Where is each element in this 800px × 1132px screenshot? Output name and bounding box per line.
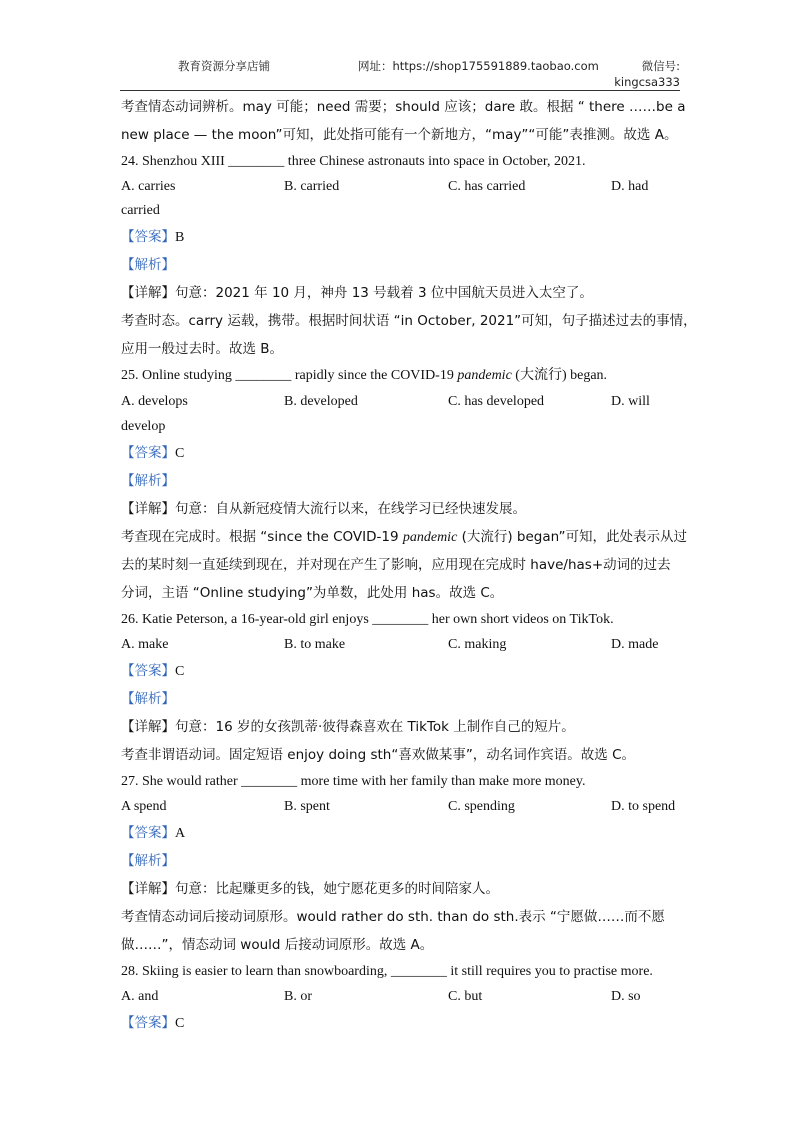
shop-name: 教育资源分享店铺	[178, 59, 270, 73]
detail-25-2-pre: 考查现在完成时。根据 “since the COVID-19	[121, 529, 403, 545]
answer-value: C	[175, 664, 185, 679]
analysis-label-25: 【解析】	[121, 473, 175, 489]
answer-label: 【答案】	[121, 1015, 175, 1031]
answer-value: C	[175, 446, 185, 461]
detail-25-4: 分词，主语 “Online studying”为单数，此处用 has。故选 C。	[121, 585, 504, 601]
detail-25-2	[121, 523, 691, 551]
options-28	[121, 985, 691, 1009]
option-b: B. carried	[284, 179, 340, 194]
question-28: 28. Skiing is easier to learn than snowboarding, ________ it still requires you to practise more.	[121, 964, 653, 979]
detail-24-1: 【详解】句意：2021 年 10 月，神舟 13 号载着 3 位中国航天员进入太空了。	[121, 285, 593, 301]
detail-25-3: 去的某时刻一直延续到现在，并对现在产生了影响，应用现在完成时 have/has+动词的过去	[121, 557, 671, 573]
detail-24-2: 考查时态。carry 运载，携带。根据时间状语 “in October, 2021”可知，句子描述过去的事情，	[121, 313, 697, 329]
option-b: B. or	[284, 989, 312, 1004]
option-d: D. will	[611, 394, 650, 409]
page-header	[120, 56, 680, 90]
options-26	[121, 633, 691, 657]
detail-27-3: 做……”，情态动词 would 后接动词原形。故选 A。	[121, 937, 434, 953]
detail-27-2: 考查情态动词后接动词原形。would rather do sth. than do sth.表示 “宁愿做……而不愿	[121, 909, 665, 925]
analysis-label-27: 【解析】	[121, 853, 175, 869]
option-d: D. to spend	[611, 799, 676, 814]
answer-28	[121, 1009, 691, 1037]
detail-27-1: 【详解】句意：比起赚更多的钱，她宁愿花更多的时间陪家人。	[121, 881, 499, 897]
option-b: B. spent	[284, 799, 330, 814]
answer-26	[121, 657, 691, 685]
answer-25	[121, 439, 691, 467]
wechat-label: 微信号:	[641, 59, 680, 73]
answer-value: A	[175, 826, 186, 841]
option-b: B. to make	[284, 637, 346, 652]
option-d: D. so	[611, 989, 641, 1004]
option-d: D. had	[611, 179, 649, 194]
website-url[interactable]: 网址：https://shop175591889.taobao.com	[358, 59, 599, 73]
document-body	[121, 93, 697, 1037]
detail-25-1: 【详解】句意：自从新冠疫情大流行以来，在线学习已经快速发展。	[121, 501, 526, 517]
detail-25-2-post: (大流行) began”可知，此处表示从过	[457, 529, 687, 545]
wechat-info	[614, 58, 680, 90]
intro-line-2: new place — the moon”可知，此处指可能有一个新地方，“may”“可能”表推测。故选 A。	[121, 127, 678, 143]
option-d: D. made	[611, 637, 659, 652]
answer-27	[121, 819, 691, 847]
option-d-wrap: develop	[121, 419, 166, 434]
answer-label: 【答案】	[121, 229, 175, 245]
answer-value: C	[175, 1016, 185, 1031]
detail-26-2: 考查非谓语动词。固定短语 enjoy doing sth“喜欢做某事”，动名词作宾语。故选 C。	[121, 747, 636, 763]
analysis-label-26: 【解析】	[121, 691, 175, 707]
detail-26-1: 【详解】句意：16 岁的女孩凯蒂·彼得森喜欢在 TikTok 上制作自己的短片。	[121, 719, 575, 735]
wechat-id: kingcsa333	[614, 75, 680, 89]
option-c: C. spending	[448, 799, 515, 814]
option-a: A. develops	[121, 394, 188, 409]
question-26: 26. Katie Peterson, a 16-year-old girl enjoys ________ her own short videos on TikTok.	[121, 612, 614, 627]
option-a: A. make	[121, 637, 169, 652]
analysis-label-24: 【解析】	[121, 257, 175, 273]
question-25	[121, 363, 691, 389]
answer-label: 【答案】	[121, 825, 175, 841]
detail-25-2-italic: pandemic	[402, 530, 458, 545]
intro-line-1: 考查情态动词辨析。may 可能；need 需要；should 应该；dare 敢。根据 “ there ……be a	[121, 99, 686, 115]
option-d-wrap: carried	[121, 203, 160, 218]
options-25	[121, 389, 691, 415]
question-25-italic: pandemic	[457, 368, 512, 383]
option-c: C. but	[448, 989, 483, 1004]
option-a: A. and	[121, 989, 159, 1004]
option-c: C. making	[448, 637, 507, 652]
option-c: C. has developed	[448, 394, 545, 409]
answer-label: 【答案】	[121, 445, 175, 461]
option-c: C. has carried	[448, 179, 526, 194]
question-25-pre: 25. Online studying ________ rapidly since the COVID-19	[121, 368, 458, 383]
question-24: 24. Shenzhou XIII ________ three Chinese astronauts into space in October, 2021.	[121, 154, 586, 169]
header-divider	[120, 90, 680, 91]
answer-value: B	[175, 230, 185, 245]
detail-24-3: 应用一般过去时。故选 B。	[121, 341, 284, 357]
option-a: A spend	[121, 799, 167, 814]
question-25-post: (大流行) began.	[511, 368, 608, 383]
answer-24	[121, 223, 691, 251]
options-27	[121, 795, 691, 819]
options-24	[121, 175, 691, 199]
option-a: A. carries	[121, 179, 176, 194]
answer-label: 【答案】	[121, 663, 175, 679]
option-b: B. developed	[284, 394, 358, 409]
question-27: 27. She would rather ________ more time with her family than make more money.	[121, 774, 586, 789]
